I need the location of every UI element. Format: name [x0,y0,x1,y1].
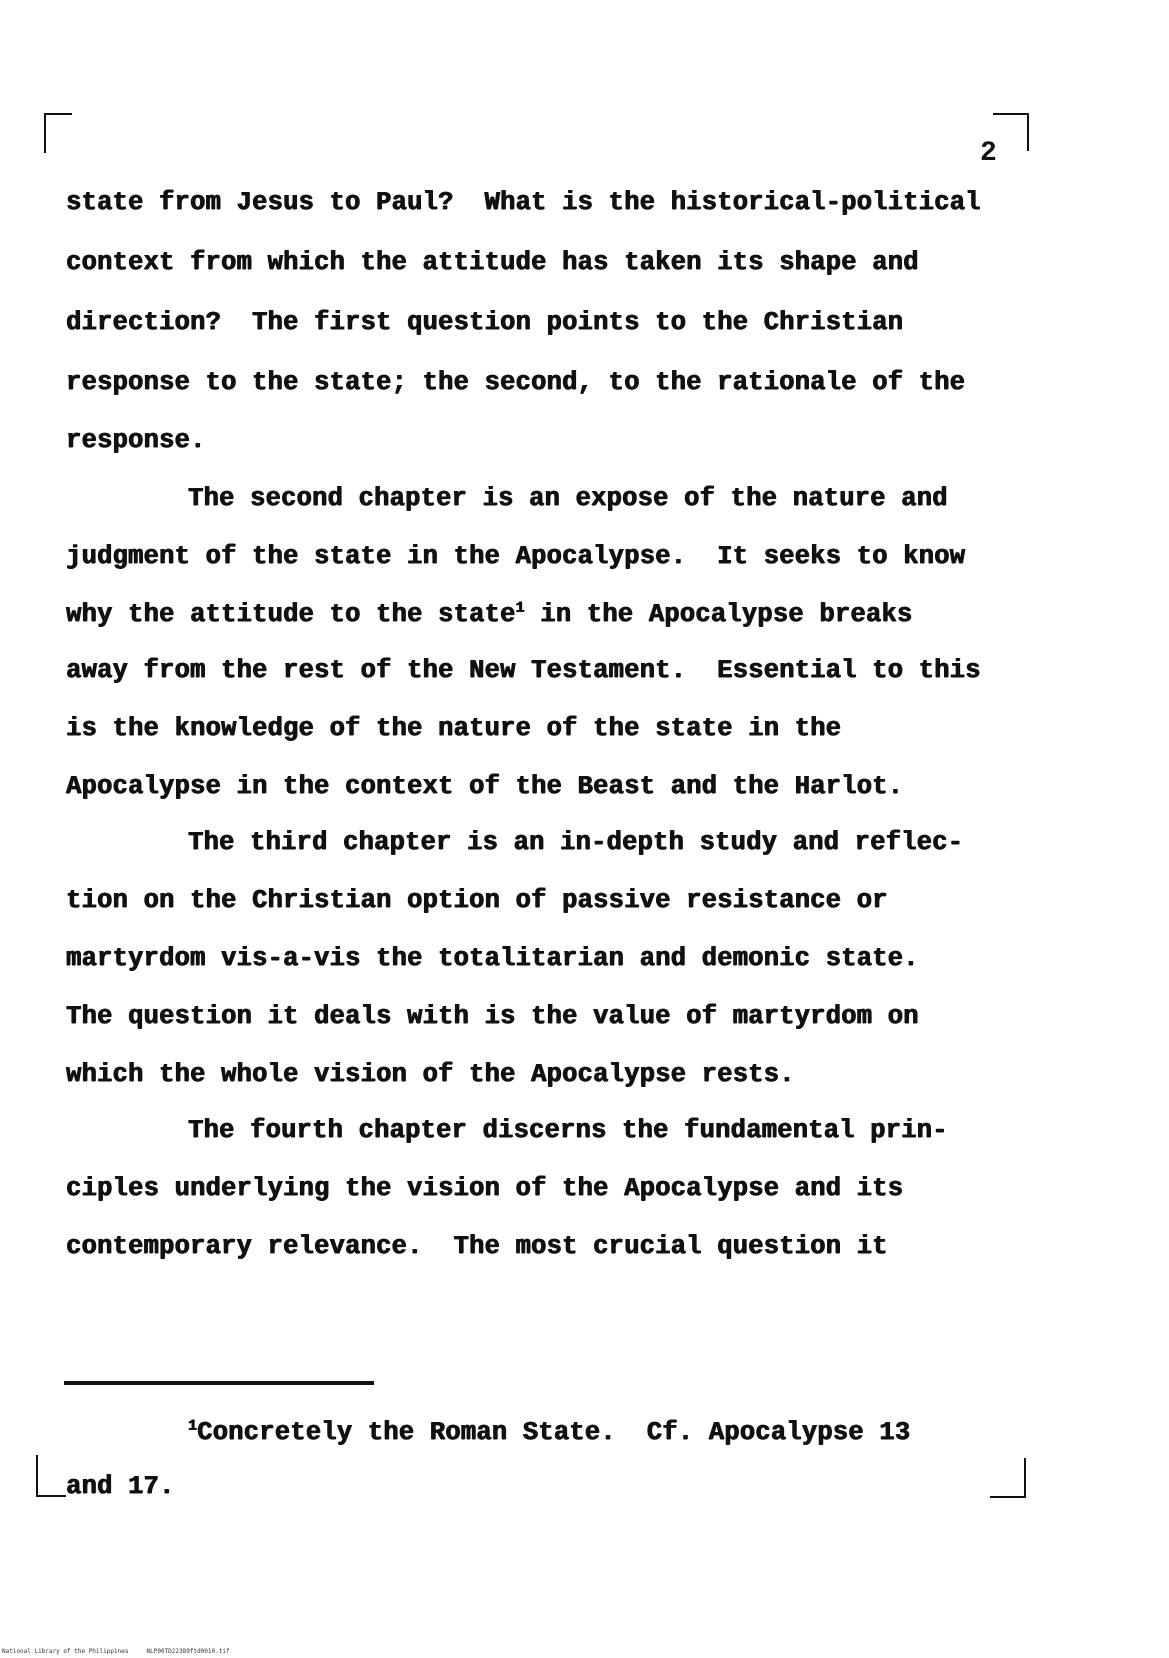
crop-mark-bottom-left [36,1455,66,1497]
text-line: response. [66,426,206,455]
footnote-line [188,1418,910,1447]
text-line: The fourth chapter discerns the fundamental prin- [188,1116,948,1145]
text-line: contemporary relevance. The most crucial question it [66,1232,888,1261]
text-line: away from the rest of the New Testament. Essential to this [66,656,981,685]
text-line: direction? The first question points to the Christian [66,308,904,337]
text-line: The third chapter is an in-depth study and reflec- [188,828,964,857]
crop-mark-top-left [44,113,72,153]
crop-mark-bottom-right [990,1458,1026,1498]
footnote-line: and 17. [66,1472,175,1501]
footnote-marker: 1 [188,1417,198,1435]
text-line: Apocalypse in the context of the Beast and the Harlot. [66,772,904,801]
crop-mark-top-right [993,113,1029,151]
footnote-text: Concretely the Roman State. Cf. Apocalypse 13 [197,1418,911,1447]
text-line: The question it deals with is the value of martyrdom on [66,1002,919,1031]
scan-footer: National Library of the Philippines NLP00TD22389ftd0010.tif [2,1648,230,1655]
text-segment: why the attitude to the state [66,600,516,629]
text-line: martyrdom vis-a-vis the totalitarian and demonic state. [66,944,919,973]
text-line: response to the state; the second, to the rationale of the [66,368,966,397]
page-number: 2 [980,138,997,169]
text-line: judgment of the state in the Apocalypse. It seeks to know [66,542,966,571]
footnote-reference: 1 [515,599,525,617]
text-line: which the whole vision of the Apocalypse rests. [66,1060,795,1089]
text-line: The second chapter is an expose of the nature and [188,484,948,513]
text-line: is the knowledge of the nature of the state in the [66,714,842,743]
footnote-separator [64,1381,374,1385]
text-line: tion on the Christian option of passive resistance or [66,886,888,915]
text-line: ciples underlying the vision of the Apocalypse and its [66,1174,904,1203]
text-line: state from Jesus to Paul? What is the historical-political [66,188,981,217]
text-line: context from which the attitude has taken its shape and [66,248,919,277]
text-line-with-footnote-ref [66,600,912,629]
text-segment: in the Apocalypse breaks [540,600,913,629]
